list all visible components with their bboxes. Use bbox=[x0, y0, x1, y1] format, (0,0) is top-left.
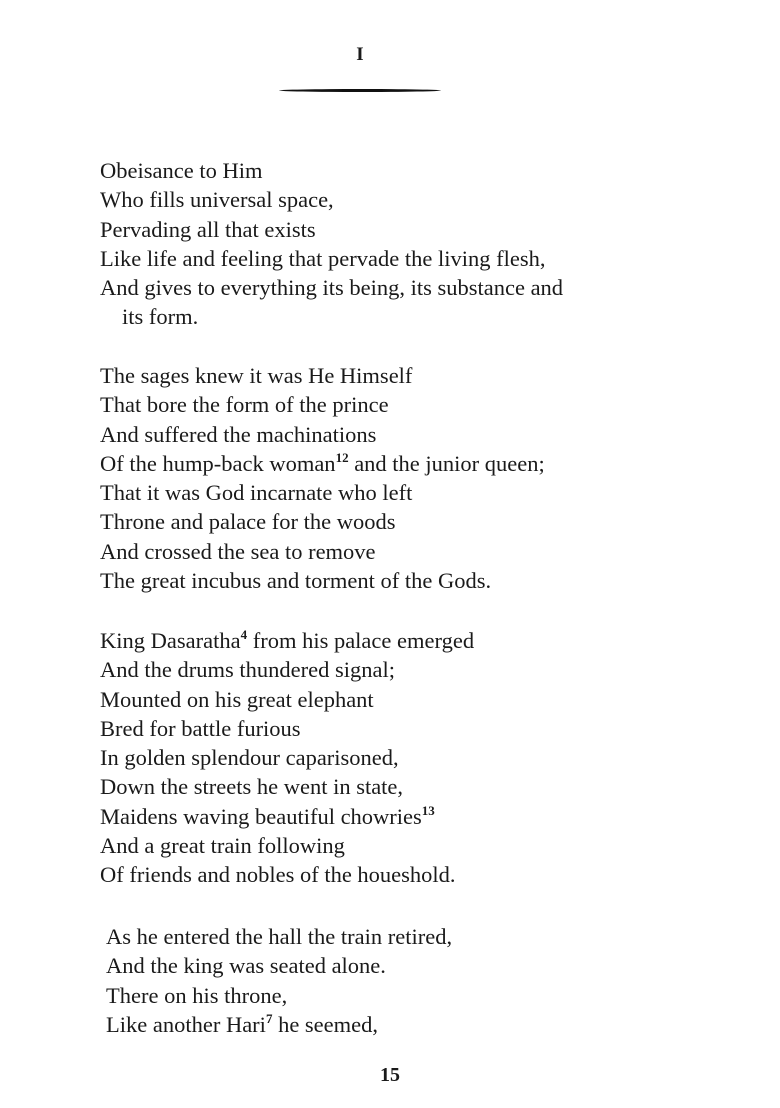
verse-text: its form. bbox=[122, 304, 199, 330]
verse-text: That it was God incarnate who left bbox=[100, 480, 413, 506]
verse-text: That bore the form of the prince bbox=[100, 392, 389, 418]
verse-text-continued: he seemed, bbox=[272, 1011, 379, 1037]
verse-text: And the drums thundered signal; bbox=[100, 657, 395, 683]
verse-line bbox=[100, 772, 474, 801]
verse-line bbox=[100, 831, 474, 860]
verse-text: Of friends and nobles of the houeshold. bbox=[100, 862, 456, 888]
verse-line bbox=[100, 478, 545, 507]
verse-line bbox=[106, 951, 452, 980]
verse-text-continued: from his palace emerged bbox=[247, 628, 475, 653]
verse-text: And crossed the sea to remove bbox=[100, 538, 376, 564]
verse-text: Down the streets he went in state, bbox=[100, 774, 404, 800]
verse-text: Pervading all that exists bbox=[100, 216, 316, 242]
verse-text: Like life and feeling that pervade the living flesh, bbox=[100, 245, 546, 271]
footnote-marker: 7 bbox=[265, 1010, 273, 1026]
verse-text: And the king was seated alone. bbox=[106, 953, 386, 979]
verse-text: Throne and palace for the woods bbox=[100, 509, 396, 535]
verse-line bbox=[100, 302, 563, 331]
chapter-number: I bbox=[356, 44, 364, 65]
stanza-2 bbox=[100, 361, 545, 595]
verse-line bbox=[100, 390, 545, 419]
stanza-4 bbox=[106, 922, 452, 1039]
verse-line bbox=[100, 802, 474, 831]
verse-line bbox=[100, 507, 545, 536]
verse-text: Bred for battle furious bbox=[100, 715, 301, 741]
verse-line bbox=[100, 361, 545, 390]
footnote-marker: 12 bbox=[335, 449, 349, 465]
verse-line bbox=[100, 626, 474, 655]
verse-line bbox=[100, 860, 474, 889]
verse-line bbox=[106, 981, 452, 1010]
verse-text: Obeisance to Him bbox=[100, 158, 263, 183]
verse-line bbox=[100, 449, 545, 478]
verse-line bbox=[100, 244, 563, 273]
verse-line bbox=[100, 215, 563, 244]
verse-line bbox=[100, 566, 545, 595]
verse-line bbox=[100, 743, 474, 772]
verse-text: There on his throne, bbox=[106, 982, 288, 1008]
verse-line bbox=[106, 1010, 452, 1039]
verse-line bbox=[100, 156, 563, 185]
verse-text: The great incubus and torment of the Gods. bbox=[100, 568, 492, 594]
stanza-3 bbox=[100, 626, 474, 890]
verse-text: Of the hump-back woman bbox=[100, 450, 336, 476]
verse-text: Like another Hari bbox=[106, 1011, 266, 1037]
verse-line bbox=[100, 714, 474, 743]
verse-text: In golden splendour caparisoned, bbox=[100, 745, 399, 771]
verse-text-continued: and the junior queen; bbox=[348, 450, 545, 476]
verse-line bbox=[100, 420, 545, 449]
verse-text: As he entered the hall the train retired, bbox=[106, 924, 453, 949]
verse-line bbox=[100, 273, 563, 302]
verse-line bbox=[100, 685, 474, 714]
verse-text: King Dasaratha bbox=[100, 628, 241, 653]
verse-text: And gives to everything its being, its substance and bbox=[100, 275, 564, 301]
verse-line bbox=[100, 185, 563, 214]
verse-text: Who fills universal space, bbox=[100, 187, 334, 213]
verse-text: The sages knew it was He Himself bbox=[100, 363, 413, 388]
verse-text: Mounted on his great elephant bbox=[100, 686, 374, 712]
verse-text: And a great train following bbox=[100, 833, 345, 859]
verse-line bbox=[100, 655, 474, 684]
verse-text: Maidens waving beautiful chowries bbox=[100, 803, 422, 829]
footnote-marker: 4 bbox=[240, 627, 248, 642]
verse-text: And suffered the machinations bbox=[100, 421, 377, 447]
footnote-marker: 13 bbox=[421, 802, 435, 818]
chapter-rule-divider bbox=[279, 89, 441, 92]
page-number: 15 bbox=[380, 1064, 400, 1086]
verse-line bbox=[100, 537, 545, 566]
verse-line bbox=[106, 922, 452, 951]
stanza-1 bbox=[100, 156, 563, 332]
